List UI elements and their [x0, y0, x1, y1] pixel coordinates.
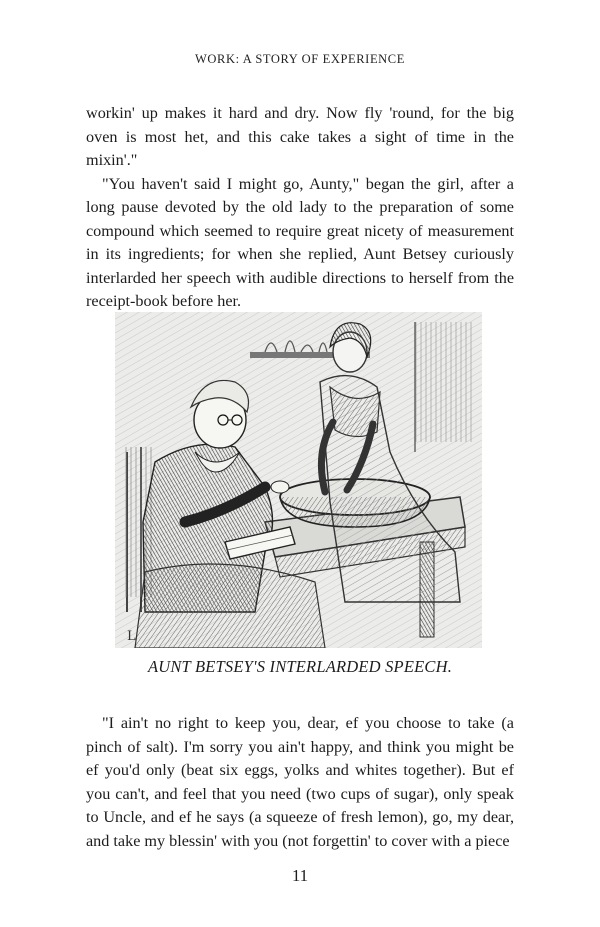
- page-number: 11: [291, 866, 309, 885]
- paragraph-continued: workin' up makes it hard and dry. Now fly 'round, for the big oven is most het, and this cake takes a sight of time in the mixin'.": [86, 104, 514, 169]
- body-text-bottom: [86, 712, 514, 853]
- paragraph-speech: "I ain't no right to keep you, dear, ef you choose to take (a pinch of salt). I'm sorry you ain't happy, and think you might be ef you'd only (beat six eggs, yolks and whites together). But ef you can't, and feel that you need (two cups of sugar), only speak to Uncle, and ef he says (a squeeze of fresh lemon), go, my dear, and take my blessin' with you (not forgettin' to cover with a piece: [86, 714, 514, 850]
- engraving-drawing: [115, 312, 482, 648]
- paragraph-dialogue: "You haven't said I might go, Aunty," began the girl, after a long pause devoted by the old lady to the preparation of some compound which seemed to require great nicety of measurement in its ingredients; for when she replied, Aunt Betsey curiously interlarded her speech with audible directions to herself from the receipt-book before her.: [86, 174, 514, 310]
- body-text-top: [86, 102, 514, 314]
- engraving-illustration: [115, 312, 482, 648]
- illustration-caption: AUNT BETSEY'S INTERLARDED SPEECH.: [147, 657, 453, 676]
- running-head: WORK: A STORY OF EXPERIENCE: [195, 52, 405, 66]
- artist-monogram: L: [127, 629, 136, 644]
